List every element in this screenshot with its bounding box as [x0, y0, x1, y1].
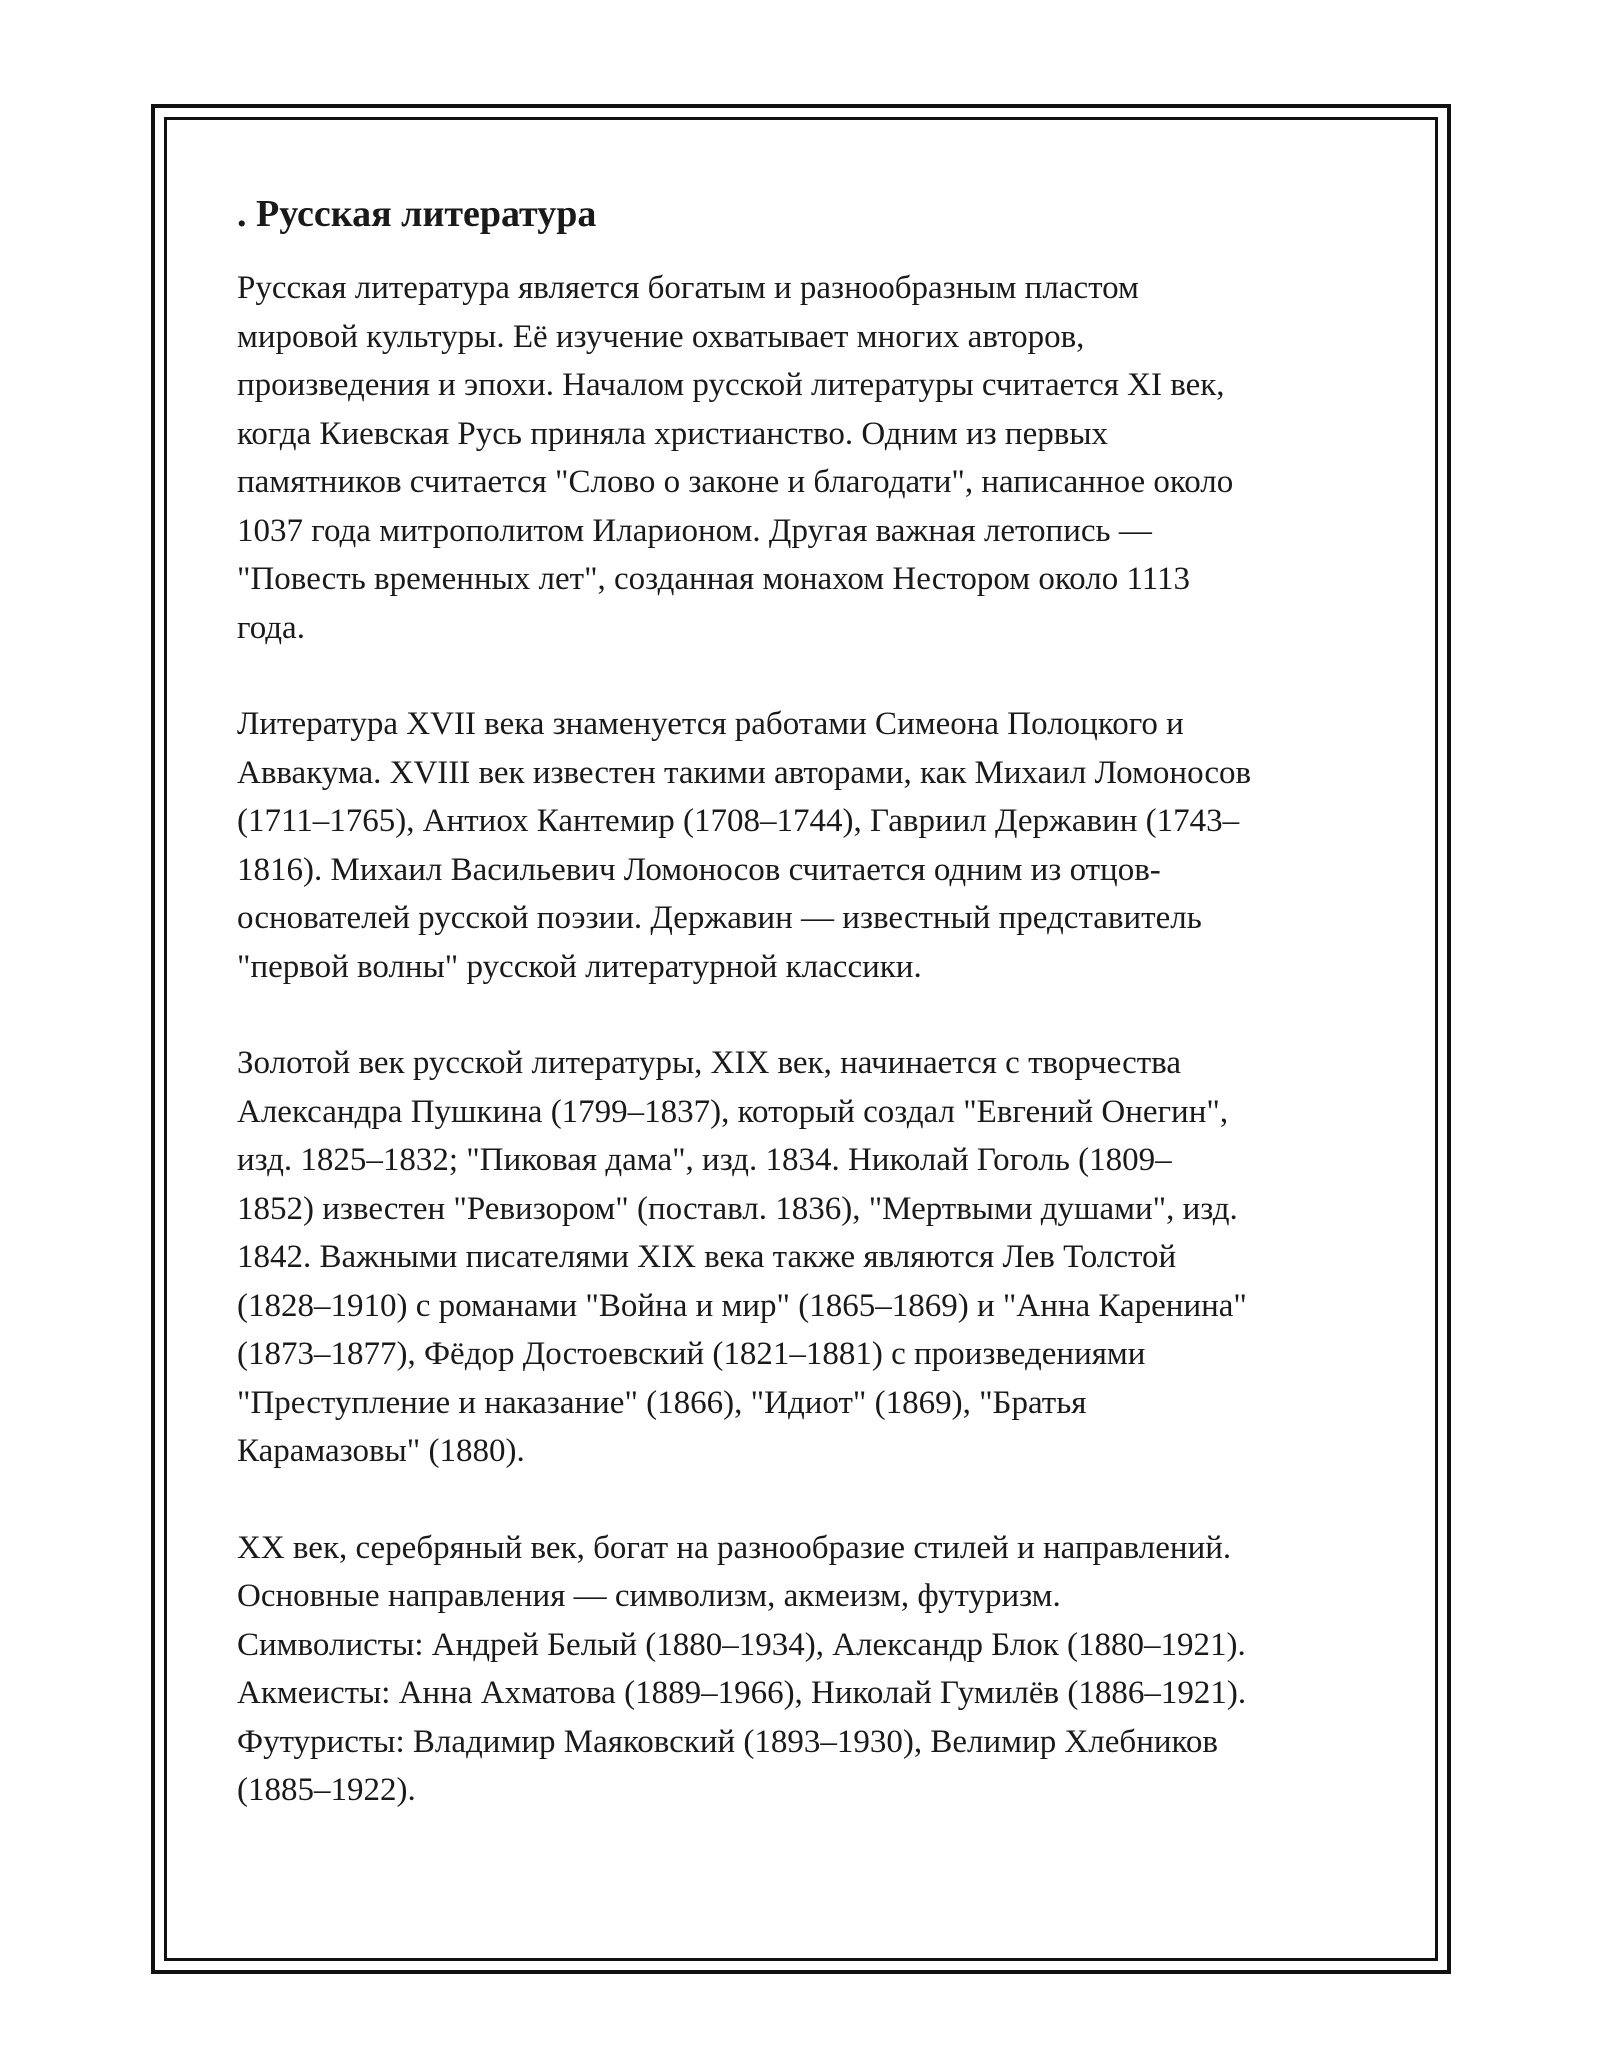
text-line: когда Киевская Русь приняла христианство. Одним из первых: [237, 415, 1108, 452]
text-line: 1037 года митрополитом Иларионом. Другая важная летопись —: [237, 512, 1152, 549]
text-line: XX век, серебряный век, богат на разнообразие стилей и направлений.: [237, 1529, 1232, 1566]
text-line: "Повесть временных лет", созданная монахом Нестором около 1113: [237, 561, 1191, 597]
text-line: мировой культуры. Её изучение охватывает многих авторов,: [237, 318, 1085, 355]
text-line: 1842. Важными писателями XIX века также являются Лев Толстой: [237, 1239, 1177, 1275]
text-line: Русская литература является богатым и разнообразным пластом: [237, 270, 1139, 306]
paragraph-intro: [237, 264, 1387, 652]
text-line: 1852) известен "Ревизором" (поставл. 1836), "Мертвыми душами", изд.: [237, 1190, 1238, 1227]
text-line: "Преступление и наказание" (1866), "Идиот" (1869), "Братья: [237, 1384, 1087, 1421]
text-line: произведения и эпохи. Началом русской литературы считается XI век,: [237, 367, 1225, 403]
text-line: памятников считается "Слово о законе и благодати", написанное около: [237, 464, 1234, 500]
text-line: (1711–1765), Антиох Кантемир (1708–1744), Гавриил Державин (1743–: [237, 803, 1240, 839]
paragraph-silver-age: [237, 1524, 1387, 1815]
text-line: Золотой век русской литературы, XIX век, начинается с творчества: [237, 1045, 1181, 1081]
text-line: (1873–1877), Фёдор Достоевский (1821–1881) с произведениями: [237, 1336, 1146, 1372]
paragraph-golden-age: [237, 1039, 1387, 1476]
document-body: [237, 190, 1387, 1815]
text-line: Александра Пушкина (1799–1837), который создал "Евгений Онегин",: [237, 1093, 1229, 1130]
text-line: 1816). Михаил Васильевич Ломоносов считается одним из отцов-: [237, 851, 1161, 888]
text-line: года.: [237, 609, 305, 646]
text-line: "первой волны" русской литературной классики.: [237, 948, 922, 985]
text-line: Карамазовы" (1880).: [237, 1433, 525, 1469]
document-title: . Русская литература: [237, 193, 597, 235]
text-line: основателей русской поэзии. Державин — известный представитель: [237, 900, 1202, 936]
text-line: Символисты: Андрей Белый (1880–1934), Александр Блок (1880–1921).: [237, 1626, 1246, 1663]
text-line: (1828–1910) с романами "Война и мир" (1865–1869) и "Анна Каренина": [237, 1287, 1247, 1324]
text-line: (1885–1922).: [237, 1772, 416, 1808]
text-line: изд. 1825–1832; "Пиковая дама", изд. 1834. Николай Гоголь (1809–: [237, 1142, 1172, 1178]
paragraph-17-18-century: [237, 700, 1387, 991]
text-line: Аввакума. XVIII век известен такими авторами, как Михаил Ломоносов: [237, 754, 1252, 791]
text-line: Футуристы: Владимир Маяковский (1893–1930), Велимир Хлебников: [237, 1723, 1218, 1760]
text-line: Основные направления — символизм, акмеизм, футуризм.: [237, 1578, 1061, 1614]
text-line: Литература XVII века знаменуется работами Симеона Полоцкого и: [237, 706, 1184, 742]
text-line: Акмеисты: Анна Ахматова (1889–1966), Николай Гумилёв (1886–1921).: [237, 1675, 1247, 1711]
